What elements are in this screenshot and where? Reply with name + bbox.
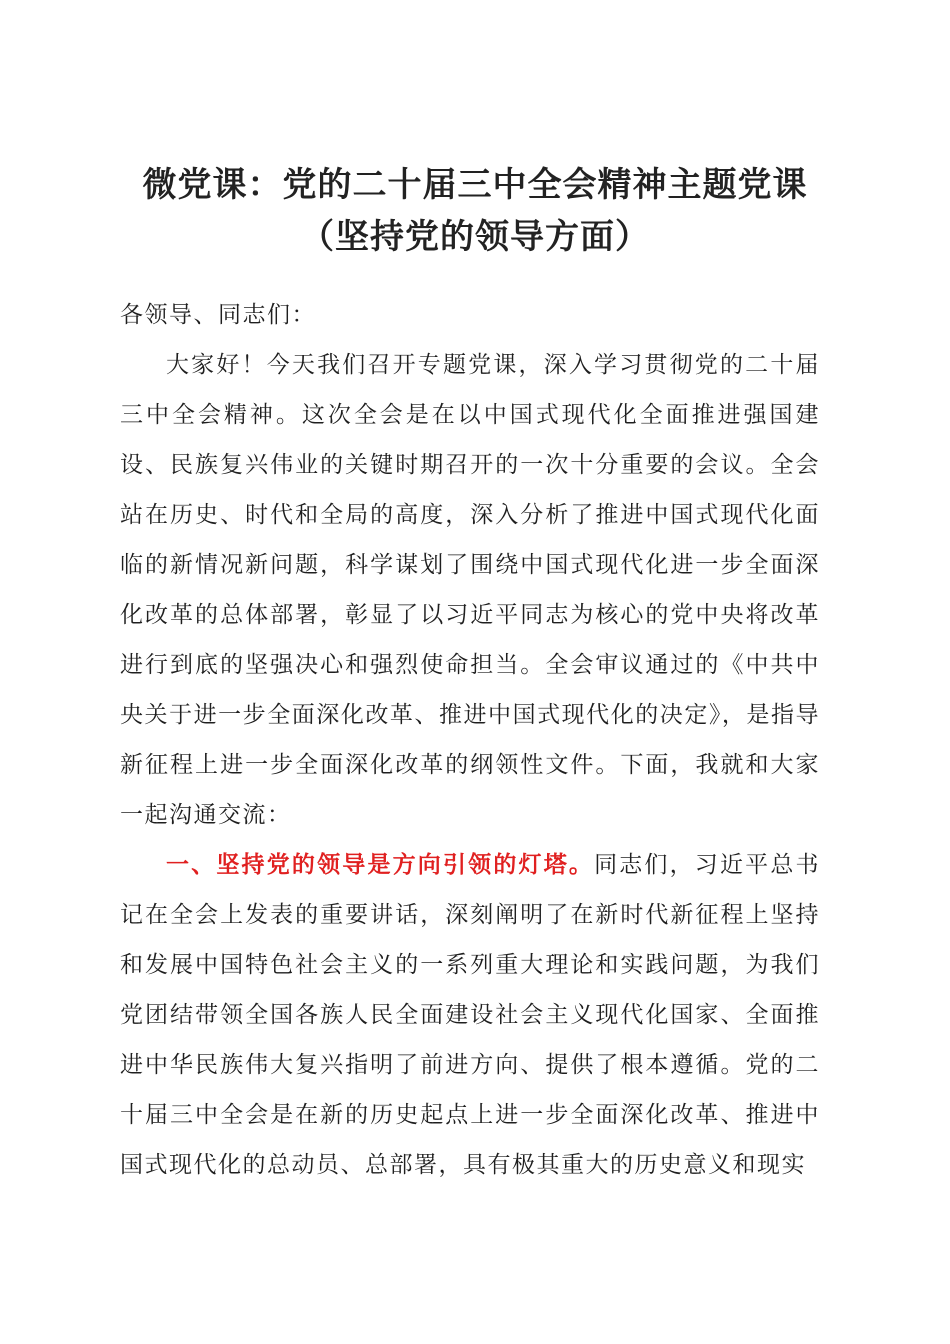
opening-paragraph (120, 340, 820, 840)
section-one-body: 同志们，习近平总书记在全会上发表的重要讲话，深刻阐明了在新时代新征程上坚持和发展中国特色社会主义的一系列重大理论和实践问题，为我们党团结带领全国各族人民全面建设社会主义现代化国家、全面推进中华民族伟大复兴指明了前进方向、提供了根本遵循。党的二十届三中全会是在新的历史起点上进一步全面深化改革、推进中国式现代化的总动员、总部署，具有极其重大的历史意义和现实 (120, 852, 821, 1178)
section-one-text (120, 840, 820, 1190)
salutation: 各领导、同志们： (120, 302, 316, 328)
document-title: 微党课：党的二十届三中全会精神主题党课 (142, 165, 808, 205)
document-subtitle: （坚持党的领导方面） (300, 217, 650, 257)
section-one-heading: 一、坚持党的领导是方向引领的灯塔。 (166, 852, 595, 878)
section-one-paragraph (120, 840, 820, 1190)
opening-paragraph-text: 大家好！今天我们召开专题党课，深入学习贯彻党的二十届三中全会精神。这次全会是在以中国式现代化全面推进强国建设、民族复兴伟业的关键时期召开的一次十分重要的会议。全会站在历史、时代和全局的高度，深入分析了推进中国式现代化面临的新情况新问题，科学谋划了围绕中国式现代化进一步全面深化改革的总体部署，彰显了以习近平同志为核心的党中央将改革进行到底的坚强决心和强烈使命担当。全会审议通过的《中共中央关于进一步全面深化改革、推进中国式现代化的决定》，是指导新征程上进一步全面深化改革的纲领性文件。下面，我就和大家一起沟通交流： (120, 352, 820, 828)
